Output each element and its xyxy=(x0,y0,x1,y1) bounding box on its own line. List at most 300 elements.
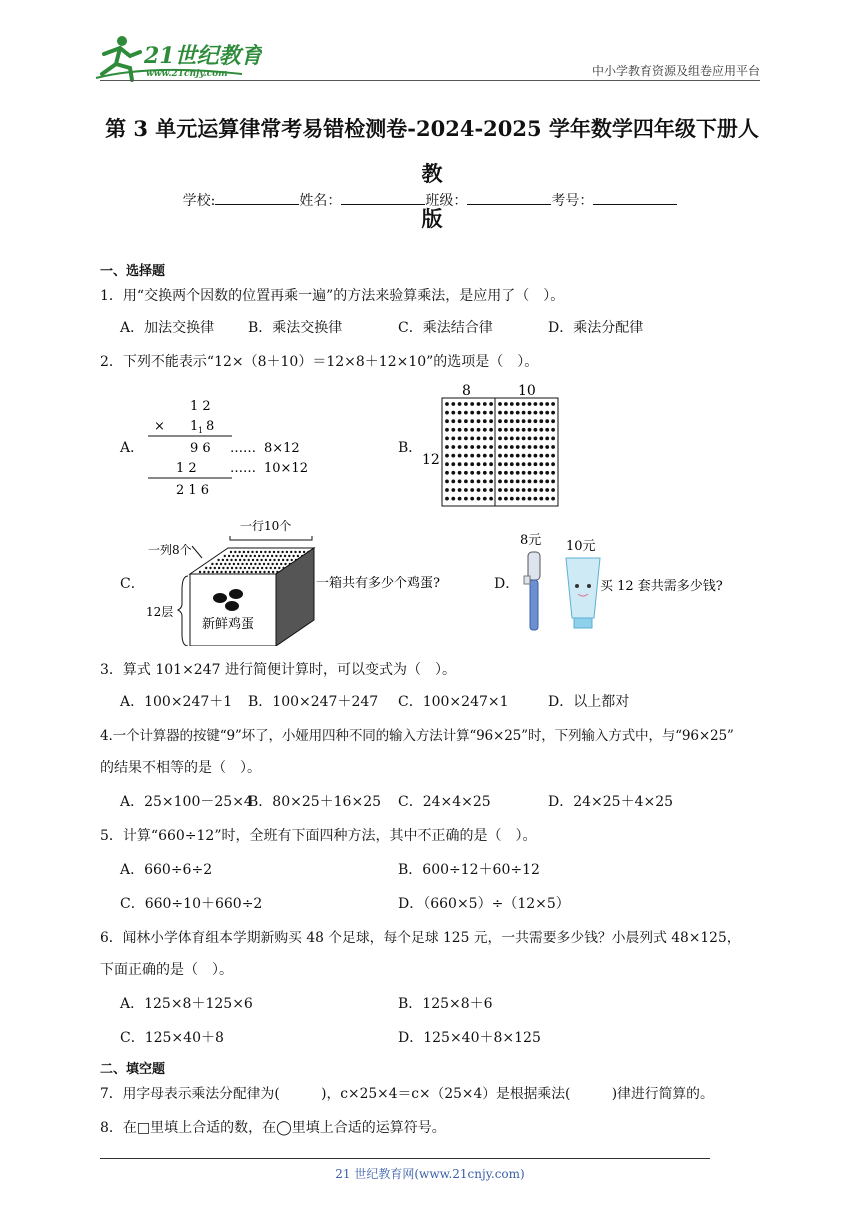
box-top-dot xyxy=(251,551,253,553)
q6-option-c[interactable]: C．125×40＋8 xyxy=(120,1030,224,1046)
q5-option-c[interactable]: C．660÷10＋660÷2 xyxy=(120,896,263,912)
grid-dot xyxy=(545,411,549,415)
grid-dot xyxy=(477,454,481,458)
grid-dot xyxy=(516,419,520,423)
grid-dot xyxy=(551,480,555,484)
grid-dot xyxy=(445,411,449,415)
grid-dot xyxy=(539,471,543,475)
grid-dot xyxy=(545,445,549,449)
grid-dot xyxy=(539,445,543,449)
grid-dot xyxy=(470,471,474,475)
box-top-dot xyxy=(256,551,258,553)
box-top-dot xyxy=(241,563,243,565)
box-top-dot xyxy=(254,555,256,557)
grid-dot xyxy=(528,454,532,458)
grid-dot xyxy=(498,471,502,475)
grid-dot xyxy=(477,445,481,449)
box-top-dot xyxy=(212,571,214,573)
box-top-dot xyxy=(238,551,240,553)
header-divider xyxy=(100,80,760,81)
exam-no-blank[interactable] xyxy=(593,190,677,205)
section-fill-title: 二、填空题 xyxy=(100,1062,166,1077)
egg-icon xyxy=(213,593,227,603)
grid-dot xyxy=(477,419,481,423)
grid-dot xyxy=(516,411,520,415)
title-line-1: 第 3 单元运算律常考易错检测卷-2024-2025 学年数学四年级下册人教 xyxy=(105,116,759,186)
grid-dot xyxy=(504,471,508,475)
box-top-dot xyxy=(233,563,235,565)
grid-dot xyxy=(534,480,538,484)
grid-dot xyxy=(534,488,538,492)
grid-dot xyxy=(483,462,487,466)
grid-dot xyxy=(510,411,514,415)
grid-dot xyxy=(451,471,455,475)
box-top-dot xyxy=(269,551,271,553)
box-top-dot xyxy=(234,551,236,553)
box-top-dot xyxy=(237,555,239,557)
box-top-dot xyxy=(214,567,216,569)
grid-dot xyxy=(458,471,462,475)
box-top-dot xyxy=(261,567,263,569)
grid-dot xyxy=(477,411,481,415)
grid-dot xyxy=(489,402,493,406)
box-top-dot xyxy=(216,563,218,565)
school-blank[interactable] xyxy=(215,190,299,205)
grid-dot xyxy=(534,411,538,415)
box-top-dot xyxy=(259,563,261,565)
calc-note-1: 8×12 xyxy=(264,441,300,456)
q2-option-a-label[interactable]: A． xyxy=(120,440,145,456)
grid-dot xyxy=(464,411,468,415)
box-top-dot xyxy=(246,571,248,573)
box-top-dot xyxy=(243,559,245,561)
q1-option-a[interactable]: A．加法交换律 xyxy=(120,320,215,336)
grid-dot xyxy=(451,402,455,406)
question-4-stem-line-1: 4.一个计算器的按键“9”坏了，小娅用四种不同的输入方法计算“96×25”时，下列输入方式中，与“96×25” xyxy=(100,728,734,744)
grid-dot xyxy=(458,445,462,449)
q3-option-b[interactable]: B．100×247＋247 xyxy=(248,694,379,710)
box-top-dot xyxy=(286,559,288,561)
grid-dot xyxy=(545,488,549,492)
section-choice-title: 一、选择题 xyxy=(100,264,166,279)
grid-dot xyxy=(522,454,526,458)
box-top-dot xyxy=(256,559,258,561)
q5-option-a[interactable]: A．660÷6÷2 xyxy=(120,862,213,878)
q4-option-a[interactable]: A．25×100－25×4 xyxy=(120,794,253,810)
grid-dot xyxy=(477,480,481,484)
q3-option-a[interactable]: A．100×247＋1 xyxy=(120,694,233,710)
grid-dot xyxy=(477,462,481,466)
box-top-dot xyxy=(284,555,286,557)
grid-dot xyxy=(498,488,502,492)
grid-dot xyxy=(522,437,526,441)
grid-dot xyxy=(522,480,526,484)
box-top-dot xyxy=(294,551,296,553)
grid-dot xyxy=(551,402,555,406)
q1-option-d[interactable]: D．乘法分配律 xyxy=(548,320,644,336)
grid-dot xyxy=(498,497,502,501)
egg-icon xyxy=(225,601,239,611)
grid-rows-label: 12 xyxy=(422,452,440,468)
grid-dot xyxy=(489,471,493,475)
grid-dot xyxy=(534,454,538,458)
grid-dot xyxy=(510,488,514,492)
box-top-dot xyxy=(229,571,231,573)
question-3-stem: 3．算式 101×247 进行简便计算时，可以变式为（ ）。 xyxy=(100,662,456,678)
box-top-dot xyxy=(271,555,273,557)
q2-option-c-label[interactable]: C． xyxy=(120,576,145,592)
grid-dot xyxy=(489,462,493,466)
grid-dot xyxy=(516,445,520,449)
grid-dot xyxy=(458,428,462,432)
grid-dot xyxy=(477,497,481,501)
grid-dot xyxy=(522,419,526,423)
box-top-dot xyxy=(270,567,272,569)
q5-option-b[interactable]: B．600÷12＋60÷12 xyxy=(398,862,540,878)
box-top-dot xyxy=(247,551,249,553)
grid-dot xyxy=(483,445,487,449)
grid-dot xyxy=(464,437,468,441)
box-top-dot xyxy=(291,559,293,561)
grid-dot xyxy=(458,411,462,415)
grid-dot xyxy=(458,454,462,458)
box-top-dot xyxy=(235,559,237,561)
box-top-dot xyxy=(260,559,262,561)
grid-dot xyxy=(483,454,487,458)
grid-dot xyxy=(528,480,532,484)
grid-dot xyxy=(551,454,555,458)
grid-dot xyxy=(522,462,526,466)
grid-dot xyxy=(477,471,481,475)
grid-dot xyxy=(470,419,474,423)
logo xyxy=(92,34,262,82)
box-top-dot xyxy=(250,563,252,565)
q3-option-c[interactable]: C．100×247×1 xyxy=(398,694,509,710)
grid-dot xyxy=(470,402,474,406)
grid-dot xyxy=(504,419,508,423)
grid-dot xyxy=(464,462,468,466)
question-2-stem: 2．下列不能表示“12×（8＋10）＝12×8＋12×10”的选项是（ ）。 xyxy=(100,354,539,370)
grid-dot xyxy=(483,437,487,441)
name-label: 姓名： xyxy=(299,193,342,209)
box-top-dot xyxy=(207,571,209,573)
box-top-dot xyxy=(217,559,219,561)
box-top-dot xyxy=(297,555,299,557)
grid-dot xyxy=(445,471,449,475)
box-top-dot xyxy=(273,559,275,561)
egg-icon xyxy=(229,589,243,599)
box-top-dot xyxy=(286,551,288,553)
grid-dot xyxy=(516,462,520,466)
grid-dot xyxy=(477,488,481,492)
box-top-dot xyxy=(228,563,230,565)
calc-dots-2: …… xyxy=(230,461,256,476)
grid-dot xyxy=(551,462,555,466)
grid-dot xyxy=(483,411,487,415)
footer-text: 21 世纪教育网(www.21cnjy.com) xyxy=(335,1167,525,1181)
q6-option-d[interactable]: D．125×40＋8×125 xyxy=(398,1030,541,1046)
grid-dot xyxy=(516,471,520,475)
q2-vertical-multiplication xyxy=(140,394,340,498)
box-top-dot xyxy=(262,555,264,557)
grid-dot xyxy=(498,462,502,466)
grid-dot xyxy=(539,497,543,501)
box-top-dot xyxy=(225,571,227,573)
q2-egg-box xyxy=(140,514,470,646)
box-top-dot xyxy=(269,559,271,561)
q6-option-b[interactable]: B．125×8＋6 xyxy=(398,996,493,1012)
grid-dot xyxy=(510,445,514,449)
box-top-dot xyxy=(220,571,222,573)
grid-dot xyxy=(445,480,449,484)
box-top-dot xyxy=(254,563,256,565)
footer-divider xyxy=(100,1158,710,1159)
grid-dot xyxy=(522,488,526,492)
q2-toothbrush-toothpaste xyxy=(510,530,750,634)
title-line-2: 版 xyxy=(421,206,443,231)
grid-dot xyxy=(539,488,543,492)
box-top-dot xyxy=(259,571,261,573)
grid-dot xyxy=(489,497,493,501)
grid-dot xyxy=(510,462,514,466)
grid-dot xyxy=(551,428,555,432)
grid-dot xyxy=(539,419,543,423)
q1-option-c[interactable]: C．乘法结合律 xyxy=(398,320,493,336)
box-top-dot xyxy=(239,559,241,561)
grid-dot xyxy=(458,488,462,492)
box-top-dot xyxy=(232,555,234,557)
q1-option-b[interactable]: B．乘法交换律 xyxy=(248,320,343,336)
box-top-dot xyxy=(271,563,273,565)
q2-option-d-label[interactable]: D． xyxy=(494,576,520,592)
grid-dot xyxy=(445,488,449,492)
grid-dot xyxy=(489,419,493,423)
grid-dot xyxy=(445,454,449,458)
calc-top: 1 2 xyxy=(190,399,211,414)
box-top-dot xyxy=(233,571,235,573)
box-top-dot xyxy=(265,567,267,569)
box-top-dot xyxy=(246,563,248,565)
box-top-dot xyxy=(243,551,245,553)
grid-dot xyxy=(551,411,555,415)
grid-dot xyxy=(516,402,520,406)
grid-dot xyxy=(510,497,514,501)
grid-dot xyxy=(516,437,520,441)
box-top-dot xyxy=(258,555,260,557)
grid-dot xyxy=(528,445,532,449)
grid-dot xyxy=(534,419,538,423)
box-top-dot xyxy=(280,555,282,557)
grid-dot xyxy=(516,428,520,432)
grid-dot xyxy=(545,419,549,423)
grid-dot xyxy=(464,488,468,492)
grid-dot xyxy=(545,437,549,441)
grid-dot xyxy=(504,437,508,441)
grid-dot xyxy=(539,437,543,441)
q2-option-b-label[interactable]: B． xyxy=(398,440,423,456)
box-top-dot xyxy=(263,563,265,565)
grid-dot xyxy=(477,402,481,406)
calc-times: × xyxy=(154,419,165,434)
question-4-stem-line-2: 的结果不相等的是（ ）。 xyxy=(100,760,261,776)
grid-dot xyxy=(458,402,462,406)
grid-dot xyxy=(445,402,449,406)
box-label: 新鲜鸡蛋 xyxy=(202,617,255,632)
grid-dot xyxy=(470,428,474,432)
grid-dot xyxy=(545,428,549,432)
grid-dot xyxy=(498,411,502,415)
question-6-stem-line-2: 下面正确的是（ ）。 xyxy=(100,962,233,978)
box-top-dot xyxy=(245,555,247,557)
box-top-dot xyxy=(252,559,254,561)
box-top-dot xyxy=(241,555,243,557)
logo-text: 21世纪教育 xyxy=(144,43,262,69)
student-info-line xyxy=(0,190,860,210)
box-top-dot xyxy=(273,551,275,553)
grid-dot xyxy=(539,411,543,415)
box-top-dot xyxy=(264,551,266,553)
box-top-dot xyxy=(275,555,277,557)
box-top-dot xyxy=(252,567,254,569)
grid-dot xyxy=(545,471,549,475)
grid-dot xyxy=(510,419,514,423)
grid-dot xyxy=(510,454,514,458)
grid-dot xyxy=(464,445,468,449)
box-top-dot xyxy=(299,551,301,553)
q3-option-d[interactable]: D．以上都对 xyxy=(548,694,630,710)
grid-dot xyxy=(451,497,455,501)
platform-name: 中小学教育资源及组卷应用平台 xyxy=(591,64,760,78)
grid-dot xyxy=(534,497,538,501)
grid-dot xyxy=(483,497,487,501)
grid-dot xyxy=(528,402,532,406)
grid-dot xyxy=(534,428,538,432)
grid-dot xyxy=(464,428,468,432)
grid-dot xyxy=(458,497,462,501)
grid-dot xyxy=(483,428,487,432)
grid-dot xyxy=(551,497,555,501)
box-top-dot xyxy=(274,567,276,569)
box-top-dot xyxy=(203,571,205,573)
grid-dot xyxy=(545,402,549,406)
grid-dot xyxy=(516,480,520,484)
toothbrush-icon xyxy=(524,552,540,630)
box-top-dot xyxy=(199,571,201,573)
grid-dot xyxy=(464,497,468,501)
grid-dot xyxy=(551,445,555,449)
box-top-dot xyxy=(242,571,244,573)
grid-dot xyxy=(528,497,532,501)
grid-dot xyxy=(477,428,481,432)
grid-dot xyxy=(464,454,468,458)
box-top-dot xyxy=(268,571,270,573)
grid-dot xyxy=(534,445,538,449)
box-top-dot xyxy=(282,559,284,561)
grid-dot xyxy=(516,454,520,458)
grid-dot xyxy=(510,480,514,484)
box-top-dot xyxy=(278,567,280,569)
grid-dot xyxy=(451,488,455,492)
grid-dot xyxy=(528,437,532,441)
grid-dot xyxy=(551,419,555,423)
grid-dot xyxy=(470,437,474,441)
box-top-dot xyxy=(249,555,251,557)
grid-dot xyxy=(464,471,468,475)
grid-dot xyxy=(522,402,526,406)
grid-dot xyxy=(539,402,543,406)
q6-option-a[interactable]: A．125×8＋125×6 xyxy=(120,996,253,1012)
question-7-stem: 7．用字母表示乘法分配律为( )，c×25×4＝c×（25×4）是根据乘法( )律进行简算的。 xyxy=(100,1086,714,1102)
grid-dot xyxy=(451,411,455,415)
question-1-stem: 1．用“交换两个因数的位置再乘一遍”的方法来验算乘法，是应用了（ ）。 xyxy=(100,288,565,304)
class-blank[interactable] xyxy=(467,190,551,205)
name-blank[interactable] xyxy=(341,190,425,205)
box-top-dot xyxy=(222,567,224,569)
grid-dot xyxy=(489,437,493,441)
q4-option-c[interactable]: C．24×4×25 xyxy=(398,794,491,810)
grid-dot xyxy=(504,428,508,432)
grid-dot xyxy=(489,454,493,458)
grid-dot xyxy=(504,445,508,449)
grid-dot xyxy=(528,419,532,423)
grid-dot xyxy=(539,480,543,484)
question-5-stem: 5．计算“660÷12”时，全班有下面四种方法，其中不正确的是（ ）。 xyxy=(100,828,537,844)
q4-option-b[interactable]: B．80×25＋16×25 xyxy=(248,794,382,810)
box-top-dot xyxy=(248,559,250,561)
grid-dot xyxy=(516,488,520,492)
logo-url: www.21cnjy.com xyxy=(146,69,228,79)
grid-dot xyxy=(451,462,455,466)
box-top-dot xyxy=(222,559,224,561)
grid-dot xyxy=(464,402,468,406)
school-label: 学校: xyxy=(182,193,216,209)
grid-dot xyxy=(489,411,493,415)
grid-dot xyxy=(451,445,455,449)
page-title xyxy=(96,106,768,241)
box-top-dot xyxy=(216,571,218,573)
grid-dot xyxy=(504,462,508,466)
calc-mid-a: 1 xyxy=(190,419,199,434)
grid-dot xyxy=(498,445,502,449)
box-top-dot xyxy=(280,563,282,565)
box-top-dot xyxy=(263,571,265,573)
brush-price: 8元 xyxy=(520,533,542,548)
grid-dot xyxy=(470,454,474,458)
paste-price: 10元 xyxy=(566,539,596,554)
grid-dot xyxy=(458,462,462,466)
grid-dot xyxy=(451,480,455,484)
grid-dot xyxy=(510,471,514,475)
toothpaste-icon xyxy=(566,558,600,628)
box-top-dot xyxy=(292,555,294,557)
grid-dot xyxy=(522,428,526,432)
box-top-dot xyxy=(281,551,283,553)
grid-dot xyxy=(451,419,455,423)
q5-option-d[interactable]: D．（660×5）÷（12×5） xyxy=(398,896,570,912)
box-top-dot xyxy=(205,567,207,569)
class-label: 班级： xyxy=(425,193,468,209)
grid-dot xyxy=(489,480,493,484)
calc-result: 2 1 6 xyxy=(176,483,210,498)
grid-dot xyxy=(504,480,508,484)
grid-dot xyxy=(489,428,493,432)
grid-dot xyxy=(483,488,487,492)
grid-dot xyxy=(539,454,543,458)
box-top-dot xyxy=(260,551,262,553)
box-top-dot xyxy=(227,567,229,569)
box-top-dot xyxy=(276,563,278,565)
q4-option-d[interactable]: D．24×25＋4×25 xyxy=(548,794,674,810)
